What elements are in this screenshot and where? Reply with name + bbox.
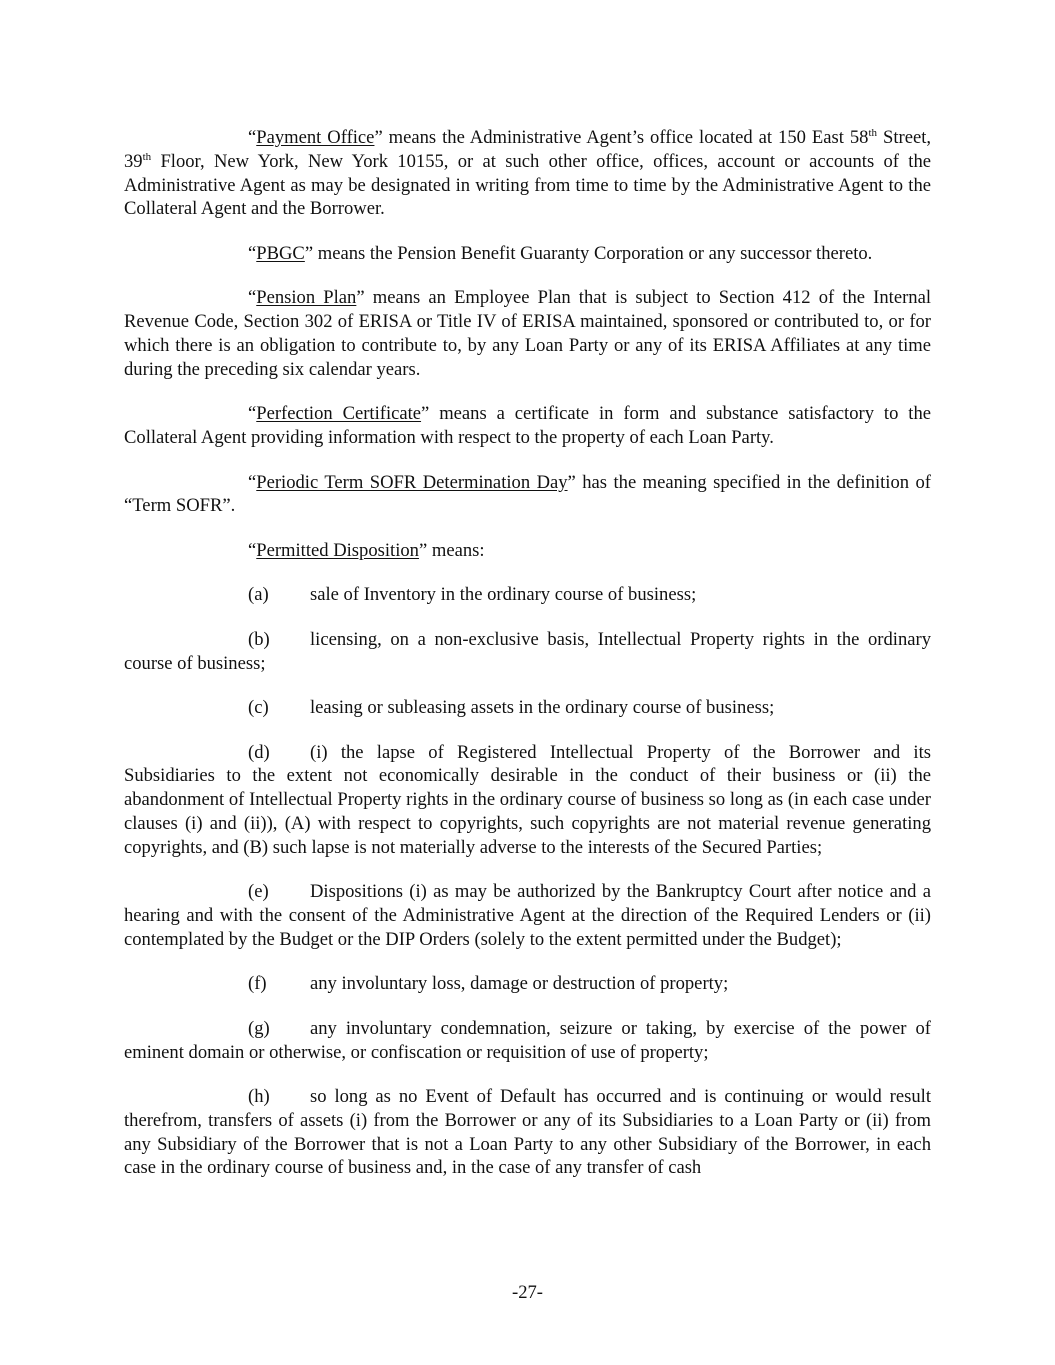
definition-text: ” has the meaning specified in the definition of “Term SOFR”. (124, 471, 931, 517)
list-item-a (248, 583, 931, 607)
list-item-g (124, 1017, 931, 1065)
item-label: (c) (248, 697, 269, 719)
item-text: leasing or subleasing assets in the ordinary course of business; (310, 697, 775, 719)
open-quote: “ (248, 287, 257, 309)
defined-term: Permitted Disposition (256, 539, 419, 561)
list-item-f (248, 972, 931, 996)
definition-periodic-term-sofr (124, 471, 931, 519)
defined-term: Payment Office (256, 127, 375, 148)
defined-term: Pension Plan (256, 287, 357, 309)
item-text: (i) the lapse of Registered Intellectual Property of the Borrower and its Subsidiaries to the extent not economically desirable in the conduct of their business or (ii) the abandonment of Intellectual Property rights in the ordinary course of business so long as (in each case under clauses (i) and (ii)), (A) with respect to copyrights, such copyrights are not material revenue generating copyrights, and (B) such lapse is not materially adverse to the interests of the Secured Parties; (124, 741, 931, 858)
definition-pension-plan (124, 286, 931, 381)
item-label: (f) (248, 973, 267, 995)
item-label: (e) (248, 881, 269, 903)
item-label: (d) (248, 741, 270, 763)
definition-perfection-certificate (124, 402, 931, 450)
superscript: th (868, 127, 878, 139)
item-text: Dispositions (i) as may be authorized by the Bankruptcy Court after notice and a hearing and with the consent of the Administrative Agent at the direction of the Required Lenders or (ii) contemplated by the Budget or the DIP Orders (solely to the extent permitted under the Budget); (124, 881, 931, 950)
definition-text: ” means the Pension Benefit Guaranty Corporation or any successor thereto. (304, 242, 873, 264)
document-body (124, 126, 931, 1180)
item-text: any involuntary condemnation, seizure or taking, by exercise of the power of eminent domain or otherwise, or confiscation or requisition of use of property; (124, 1017, 931, 1063)
item-text: licensing, on a non-exclusive basis, Intellectual Property rights in the ordinary course of business; (124, 628, 931, 674)
item-label: (a) (248, 584, 269, 606)
item-label: (g) (248, 1017, 270, 1039)
item-text: so long as no Event of Default has occurred and is continuing or would result therefrom, transfers of assets (i) from the Borrower or any of its Subsidiaries to a Loan Party or (ii) from any Subsidiary of the Borrower that is not a Loan Party to any other Subsidiary of the Borrower, in each case in the ordinary course of business and, in the case of any transfer of cash (124, 1086, 931, 1179)
defined-term: Periodic Term SOFR Determination Day (256, 471, 568, 493)
list-item-e (124, 880, 931, 951)
open-quote: “ (248, 539, 257, 561)
definition-text: ” means an Employee Plan that is subject to Section 412 of the Internal Revenue Code, Section 302 of ERISA or Title IV of ERISA maintained, sponsored or contributed to, or for which there is an obligation to contribute to, by any Loan Party or any of its ERISA Affiliates at any time during the preceding six calendar years. (124, 287, 931, 380)
list-item-b (124, 628, 931, 676)
open-quote: “ (248, 403, 257, 425)
open-quote: “ (248, 242, 257, 264)
definition-text: Street, 39 (124, 127, 932, 172)
definition-text: ” means a certificate in form and substance satisfactory to the Collateral Agent providing information with respect to the property of each Loan Party. (124, 403, 931, 449)
superscript: th (142, 150, 152, 163)
item-label: (h) (248, 1086, 270, 1108)
definition-text: ” means the Administrative Agent’s office located at 150 East 58 (374, 127, 869, 148)
page-number: -27- (512, 1282, 543, 1303)
list-item-h (124, 1085, 931, 1180)
defined-term: Perfection Certificate (256, 403, 422, 425)
open-quote: “ (248, 471, 257, 493)
defined-term: PBGC (256, 242, 305, 264)
item-text: any involuntary loss, damage or destruction of property; (310, 973, 729, 995)
definition-permitted-disposition (124, 539, 931, 563)
item-text: sale of Inventory in the ordinary course of business; (310, 584, 697, 606)
list-item-d (124, 741, 931, 860)
open-quote: “ (248, 127, 257, 148)
definition-payment-office (124, 126, 931, 221)
definition-text: ” means: (418, 539, 485, 561)
item-label: (b) (248, 628, 270, 650)
list-item-c (248, 696, 931, 720)
definition-text: Floor, New York, New York 10155, or at such other office, offices, account or accounts of the Administrative Agent as may be designated in writing from time to time by the Administrative Agent to the Collateral Agent and the Borrower. (124, 150, 931, 220)
definition-pbgc (124, 242, 931, 266)
